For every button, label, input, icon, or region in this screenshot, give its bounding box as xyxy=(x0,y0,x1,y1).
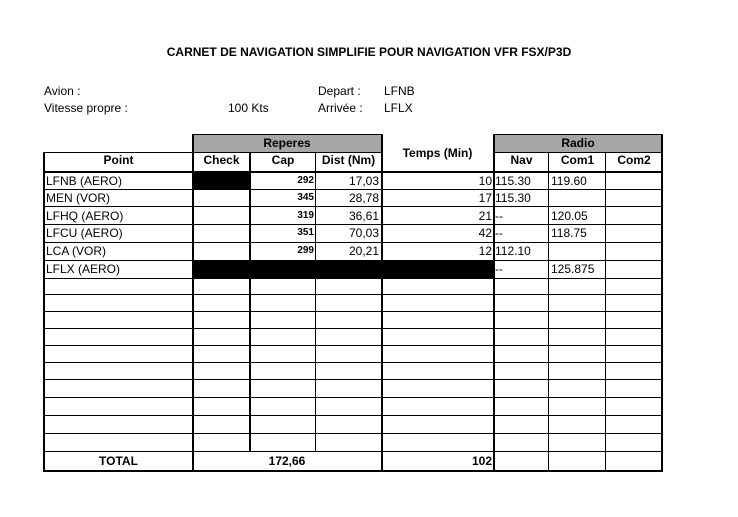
point-cell: MEN (VOR) xyxy=(46,191,110,205)
vitesse-value: 100 Kts xyxy=(228,101,269,115)
grid-line xyxy=(249,152,251,451)
total-label: TOTAL xyxy=(99,454,138,468)
grid-line xyxy=(43,260,663,261)
com1-cell: 118.75 xyxy=(551,226,587,240)
grid-line xyxy=(493,134,663,135)
col-dist-header: Dist (Nm) xyxy=(321,153,376,167)
table-row xyxy=(44,225,662,241)
dist-cell: 70,03 xyxy=(348,226,379,240)
temps-cell: 42 xyxy=(478,226,492,240)
col-point-header: Point xyxy=(103,153,134,167)
grid-line xyxy=(43,152,193,153)
com1-cell: 125.875 xyxy=(551,262,595,276)
dist-cell: 36,61 xyxy=(348,209,379,223)
page-title: CARNET DE NAVIGATION SIMPLIFIE POUR NAVIGATION VFR FSX/P3D xyxy=(166,45,572,59)
temps-cell: 10 xyxy=(478,174,492,188)
temps-cell: 17 xyxy=(478,191,492,205)
nav-cell: 112.10 xyxy=(495,244,531,258)
table-row xyxy=(44,173,662,189)
col-nav-header: Nav xyxy=(510,153,533,167)
table-row xyxy=(44,261,662,277)
grid-line xyxy=(43,152,45,472)
cap-cell: 299 xyxy=(297,245,314,256)
grid-line xyxy=(315,152,316,451)
com2-cell xyxy=(608,243,662,259)
col-cap-header: Cap xyxy=(271,153,295,167)
grid-line xyxy=(43,171,663,173)
com1-cell: 120.05 xyxy=(551,209,588,223)
com1-cell xyxy=(551,190,606,206)
total-dist: 172,66 xyxy=(268,454,306,468)
vitesse-label: Vitesse propre : xyxy=(44,101,128,115)
dist-cell xyxy=(316,261,381,277)
col-com2-header: Com2 xyxy=(617,153,651,167)
cap-cell xyxy=(250,261,316,277)
point-cell: LCA (VOR) xyxy=(46,244,107,258)
dist-cell: 17,03 xyxy=(348,174,379,188)
grid-line xyxy=(43,415,663,416)
grid-line xyxy=(43,345,663,346)
grid-line xyxy=(381,134,383,472)
cap-cell: 292 xyxy=(297,175,314,186)
arrivee-value: LFLX xyxy=(384,101,413,115)
nav-cell: -- xyxy=(495,209,503,223)
com2-cell xyxy=(608,190,662,206)
grid-line xyxy=(43,379,663,380)
grid-line xyxy=(43,470,663,472)
dist-cell: 28,78 xyxy=(348,191,379,205)
radio-header: Radio xyxy=(561,136,595,150)
grid-line xyxy=(548,152,549,472)
grid-line xyxy=(43,189,663,190)
col-temps-header: Temps (Min) xyxy=(402,146,473,160)
grid-line xyxy=(192,134,194,472)
com2-cell xyxy=(608,225,662,241)
grid-line xyxy=(43,397,663,398)
point-cell: LFLX (AERO) xyxy=(46,262,121,276)
cap-cell: 351 xyxy=(297,227,314,238)
grid-line xyxy=(43,362,663,363)
grid-line xyxy=(43,278,663,279)
com2-cell xyxy=(608,208,662,224)
table-row xyxy=(44,190,662,206)
cap-cell: 319 xyxy=(297,210,314,221)
point-cell: LFNB (AERO) xyxy=(46,174,123,188)
com1-cell: 119.60 xyxy=(551,174,587,188)
col-com1-header: Com1 xyxy=(560,153,595,167)
temps-cell xyxy=(381,261,494,277)
point-cell: LFCU (AERO) xyxy=(46,226,123,240)
col-check-header: Check xyxy=(203,153,240,167)
table-row xyxy=(44,208,662,224)
total-temps: 102 xyxy=(471,454,492,468)
depart-label: Depart : xyxy=(318,84,361,98)
grid-line xyxy=(661,134,663,472)
grid-line xyxy=(605,152,606,472)
grid-line xyxy=(493,134,495,472)
nav-cell: -- xyxy=(495,226,503,240)
grid-line xyxy=(493,152,663,153)
grid-line xyxy=(43,206,663,207)
grid-line xyxy=(43,294,663,295)
reperes-header: Reperes xyxy=(263,136,311,150)
grid-line xyxy=(43,224,663,225)
grid-line xyxy=(192,134,382,135)
grid-line xyxy=(192,152,382,153)
nav-cell: -- xyxy=(495,262,503,276)
nav-cell: 115.30 xyxy=(495,191,531,205)
cap-cell: 345 xyxy=(297,192,314,203)
depart-value: LFNB xyxy=(384,84,415,98)
dist-cell: 20,21 xyxy=(348,244,379,258)
grid-line xyxy=(43,433,663,434)
avion-label: Avion : xyxy=(44,84,81,98)
point-cell: LFHQ (AERO) xyxy=(46,209,124,223)
arrivee-label: Arrivée : xyxy=(318,101,363,115)
nav-cell: 115.30 xyxy=(495,174,531,188)
com2-cell xyxy=(608,261,662,277)
grid-line xyxy=(43,451,663,452)
table-row xyxy=(44,243,662,259)
com1-cell xyxy=(551,243,606,259)
grid-line xyxy=(43,311,663,312)
grid-line xyxy=(43,242,663,243)
grid-line xyxy=(43,328,663,329)
com2-cell xyxy=(608,173,662,189)
temps-cell: 12 xyxy=(478,244,492,258)
temps-cell: 21 xyxy=(478,209,492,223)
